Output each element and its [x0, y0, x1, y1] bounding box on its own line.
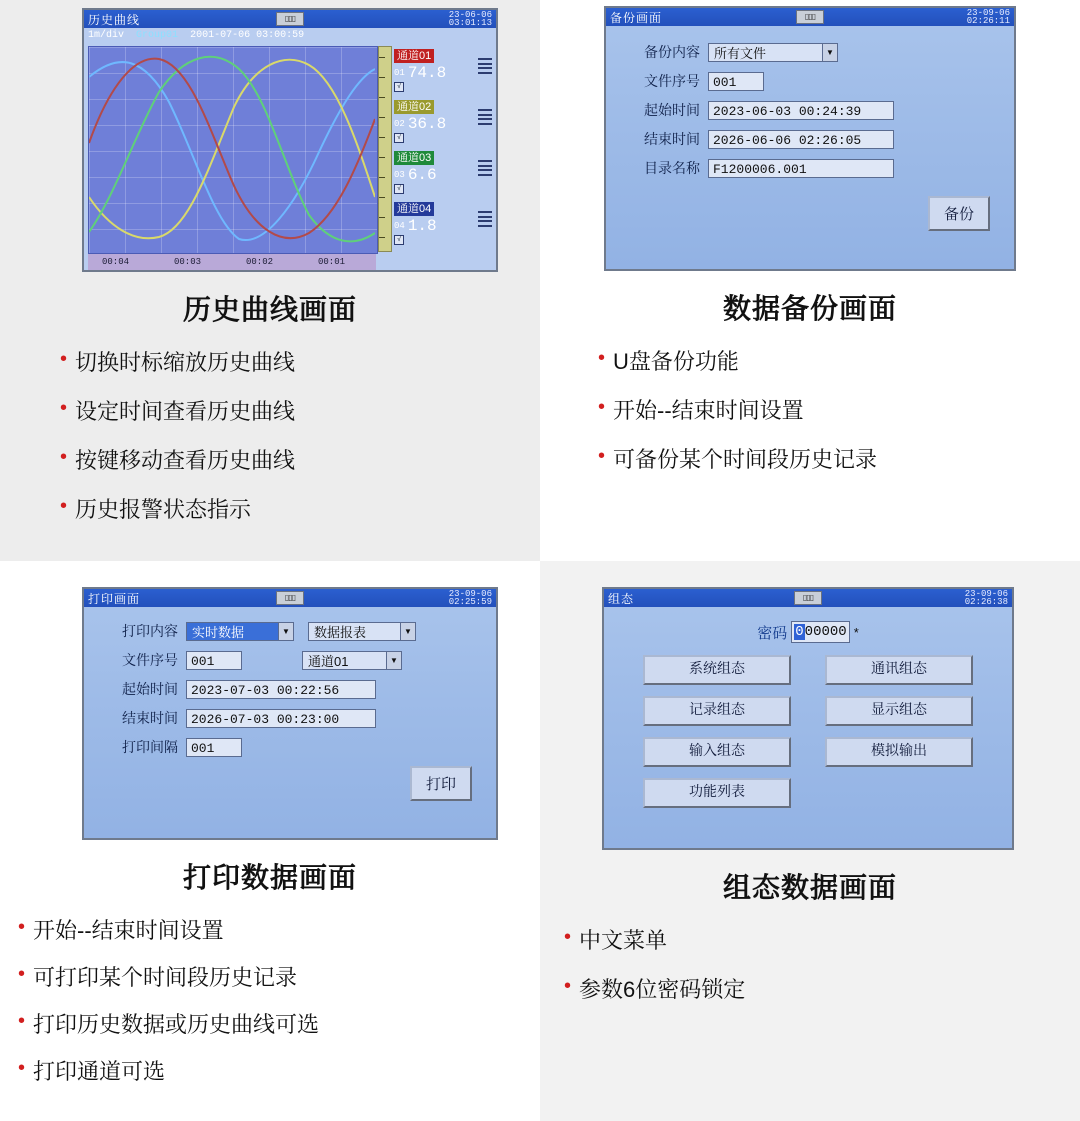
bullet-dot: • [18, 1057, 26, 1079]
select-value: 通道01 [302, 651, 386, 670]
print-channel-select[interactable] [302, 651, 402, 670]
print-report-select[interactable] [308, 622, 416, 641]
chart-group: Group01 [136, 30, 179, 41]
usb-icon: ▯▯▯ [796, 10, 824, 24]
screen-title: 打印画面 [88, 591, 141, 606]
backup-button[interactable]: 备份 [928, 196, 990, 231]
chevron-down-icon[interactable]: ▼ [386, 651, 402, 670]
password-row [604, 621, 1012, 643]
feature-list [540, 924, 1080, 1004]
bullet-dot: • [60, 397, 68, 419]
password-asterisk: * [853, 624, 859, 640]
usb-icon: ▯▯▯ [794, 591, 822, 605]
list-item: • 按键移动查看历史曲线 [60, 446, 296, 473]
print-button[interactable]: 打印 [410, 766, 472, 801]
chart-time: 2001-07-06 03:00:59 [190, 30, 305, 41]
field-directory-name [616, 158, 1004, 178]
chevron-down-icon[interactable]: ▼ [822, 43, 838, 62]
bullet-dot: • [60, 495, 68, 517]
chart-x-axis: 00:04 00:03 00:02 00:01 [88, 254, 376, 270]
print-form [84, 607, 496, 801]
list-item: • 设定时间查看历史曲线 [60, 397, 296, 424]
channel-index: 03 [394, 170, 405, 180]
scale-bar [378, 46, 392, 252]
panel-caption: 历史曲线画面 [182, 294, 357, 325]
field-label: 打印内容 [122, 623, 178, 639]
print-action-row [94, 766, 486, 801]
backup-content-select[interactable] [708, 43, 838, 62]
field-label: 结束时间 [122, 710, 178, 726]
channel-name: 通道03 [394, 151, 434, 165]
list-item: • 可打印某个时间段历史记录 [18, 963, 298, 990]
screen-clock: 23-09-06 02:26:38 [964, 589, 1008, 607]
channel-index: 02 [394, 119, 405, 129]
field-label: 打印间隔 [122, 739, 178, 755]
feature-list [0, 914, 540, 1086]
end-time-input[interactable]: 2026-06-06 02:26:05 [708, 130, 894, 149]
screen-clock: 23-06-06 03:01:13 [448, 10, 492, 28]
screen-clock: 23-09-06 02:25:59 [448, 589, 492, 607]
print-content-select[interactable] [186, 622, 294, 641]
channel-menu-icon[interactable] [478, 58, 492, 74]
list-item: • 开始--结束时间设置 [18, 916, 224, 943]
config-button-display[interactable]: 显示组态 [825, 696, 973, 726]
channel-index: 01 [394, 68, 405, 78]
panel-data-backup [540, 0, 1080, 561]
list-item: • 打印历史数据或历史曲线可选 [18, 1010, 320, 1037]
panel-history-curve [0, 0, 540, 561]
list-item: • 打印通道可选 [18, 1057, 166, 1084]
panel-configuration [540, 561, 1080, 1121]
list-item: • U盘备份功能 [598, 347, 739, 374]
panel-print-data [0, 561, 540, 1121]
field-file-number [616, 71, 1004, 91]
bullet-dot: • [18, 963, 26, 985]
field-end-time [94, 708, 486, 728]
panel-caption: 打印数据画面 [182, 862, 357, 893]
channel-index: 04 [394, 221, 405, 231]
select-value: 实时数据 [186, 622, 278, 641]
bullet-dot: • [60, 446, 68, 468]
field-label: 备份内容 [644, 44, 700, 60]
bullet-dot: • [598, 445, 606, 467]
print-interval-input[interactable]: 001 [186, 738, 242, 757]
device-screen-config [602, 587, 1014, 850]
channel-menu-icon[interactable] [478, 109, 492, 125]
bullet-dot: • [60, 348, 68, 370]
config-button-input[interactable]: 输入组态 [643, 737, 791, 767]
bullet-dot: • [598, 347, 606, 369]
channel-menu-icon[interactable] [478, 211, 492, 227]
channel-checkbox[interactable]: √ [394, 133, 404, 143]
start-time-input[interactable]: 2023-06-03 00:24:39 [708, 101, 894, 120]
channel-checkbox[interactable]: √ [394, 82, 404, 92]
field-file-number [94, 650, 486, 670]
chevron-down-icon[interactable]: ▼ [278, 622, 294, 641]
field-label: 文件序号 [644, 73, 700, 89]
chevron-down-icon[interactable]: ▼ [400, 622, 416, 641]
channel-checkbox[interactable]: √ [394, 235, 404, 245]
list-item: • 参数6位密码锁定 [564, 975, 746, 1002]
backup-action-row [616, 196, 1004, 231]
field-backup-content [616, 42, 1004, 62]
device-screen-history [82, 8, 498, 272]
panel-caption: 数据备份画面 [722, 293, 897, 324]
screen-clock: 23-09-06 02:26:11 [966, 8, 1010, 26]
channel-item[interactable] [394, 148, 494, 199]
trend-plot [88, 46, 378, 254]
usb-icon: ▯▯▯ [276, 591, 304, 605]
channel-name: 通道01 [394, 49, 434, 63]
field-print-content [94, 621, 486, 641]
password-label: 密码 [757, 624, 788, 642]
field-label: 目录名称 [644, 160, 700, 176]
panel-caption: 组态数据画面 [722, 872, 897, 903]
field-start-time [94, 679, 486, 699]
channel-name: 通道02 [394, 100, 434, 114]
chart-info [88, 30, 304, 41]
list-item: • 历史报警状态指示 [60, 495, 252, 522]
channel-value: 36.8 [407, 115, 447, 133]
field-start-time [616, 100, 1004, 120]
screen-titlebar [606, 8, 1014, 26]
start-time-input[interactable]: 2023-07-03 00:22:56 [186, 680, 376, 699]
password-rest: 00000 [804, 624, 847, 640]
channel-checkbox[interactable]: √ [394, 184, 404, 194]
channel-item[interactable] [394, 46, 494, 97]
field-label: 文件序号 [122, 652, 178, 668]
list-item: • 开始--结束时间设置 [598, 396, 804, 423]
config-button-system[interactable]: 系统组态 [643, 655, 791, 685]
field-label: 起始时间 [122, 681, 178, 697]
channel-value: 1.8 [407, 217, 437, 235]
config-button-record[interactable]: 记录组态 [643, 696, 791, 726]
screen-titlebar [84, 589, 496, 607]
channel-value: 6.6 [407, 166, 437, 184]
list-item: • 切换时标缩放历史曲线 [60, 348, 296, 375]
file-number-input[interactable]: 001 [186, 651, 242, 670]
end-time-input[interactable]: 2026-07-03 00:23:00 [186, 709, 376, 728]
password-first-digit: 0 [795, 624, 804, 640]
bullet-dot: • [18, 916, 26, 938]
device-screen-backup [604, 6, 1016, 271]
config-button-analog-output[interactable]: 模拟输出 [825, 737, 973, 767]
channel-name: 通道04 [394, 202, 434, 216]
screen-title: 备份画面 [610, 10, 663, 25]
config-button-function-list[interactable]: 功能列表 [643, 778, 791, 808]
channel-value: 74.8 [407, 64, 447, 82]
feature-list [0, 346, 540, 524]
file-number-input[interactable]: 001 [708, 72, 764, 91]
list-item: • 中文菜单 [564, 926, 668, 953]
feature-list [540, 345, 1080, 474]
device-screen-print [82, 587, 498, 840]
directory-name-input[interactable]: F1200006.001 [708, 159, 894, 178]
select-value: 所有文件 [708, 43, 822, 62]
config-button-communication[interactable]: 通讯组态 [825, 655, 973, 685]
bullet-dot: • [564, 975, 572, 997]
trend-curves [89, 47, 375, 251]
channel-item[interactable] [394, 199, 494, 250]
screen-titlebar [84, 10, 496, 28]
usb-icon: ▯▯▯ [276, 12, 304, 26]
config-button-grid [643, 655, 973, 808]
bullet-dot: • [18, 1010, 26, 1032]
password-input[interactable] [791, 621, 849, 643]
field-end-time [616, 129, 1004, 149]
screen-title: 历史曲线 [88, 12, 141, 27]
select-value: 数据报表 [308, 622, 400, 641]
list-item: • 可备份某个时间段历史记录 [598, 445, 878, 472]
screen-titlebar [604, 589, 1012, 607]
backup-form [606, 26, 1014, 231]
field-print-interval [94, 737, 486, 757]
channel-list [394, 46, 494, 252]
field-label: 结束时间 [644, 131, 700, 147]
chart-timescale: 1m/div [88, 30, 125, 41]
field-label: 起始时间 [644, 102, 700, 118]
bullet-dot: • [598, 396, 606, 418]
bullet-dot: • [564, 926, 572, 948]
channel-menu-icon[interactable] [478, 160, 492, 176]
chart-area [84, 28, 496, 272]
screen-title: 组态 [608, 591, 635, 606]
channel-item[interactable] [394, 97, 494, 148]
